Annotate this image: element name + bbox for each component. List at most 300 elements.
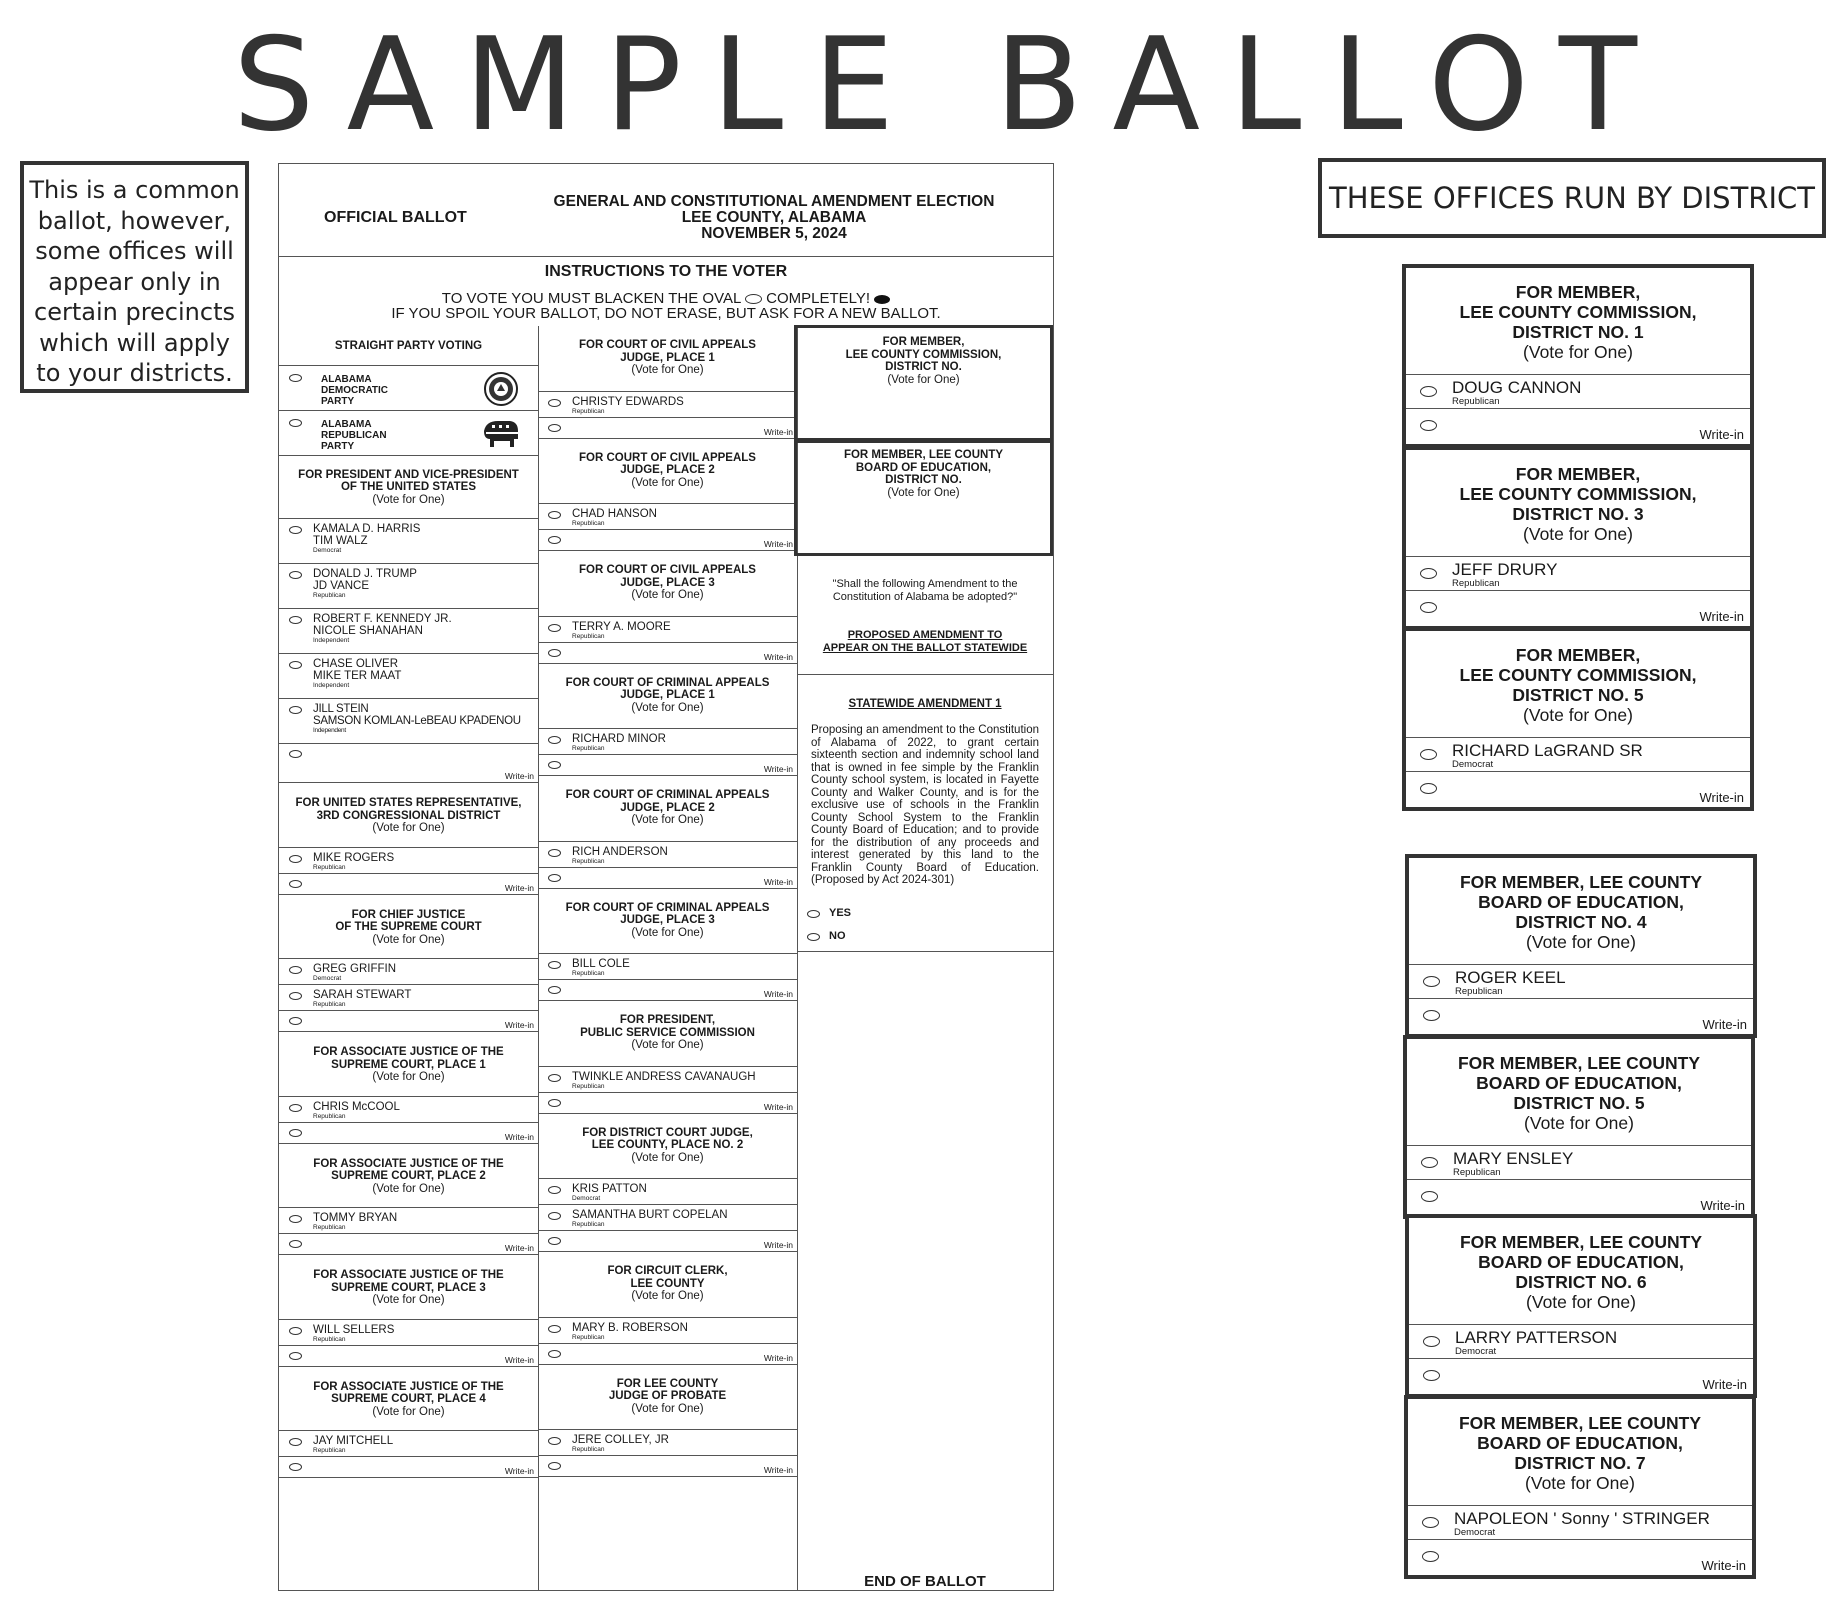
vote-oval[interactable] xyxy=(289,992,302,1000)
party-label: Republican xyxy=(572,520,605,527)
amendment-proposed xyxy=(811,629,1039,654)
vote-oval[interactable] xyxy=(548,1099,561,1107)
party-option-republican[interactable] xyxy=(279,410,538,455)
party-name xyxy=(321,419,387,452)
write-in-option[interactable] xyxy=(279,1122,538,1143)
contest-title xyxy=(279,456,538,519)
candidate-option[interactable] xyxy=(538,728,797,754)
candidate-option[interactable] xyxy=(538,391,797,417)
vote-oval[interactable] xyxy=(548,986,561,994)
district-contest-commission-5 xyxy=(1402,627,1754,811)
candidate-option[interactable] xyxy=(1406,556,1750,590)
contest-title xyxy=(279,1032,538,1096)
candidate-option[interactable] xyxy=(279,1096,538,1122)
write-in-option[interactable] xyxy=(1407,1179,1751,1214)
vote-oval[interactable] xyxy=(548,1462,561,1470)
instruction: COMPLETELY! xyxy=(766,290,871,307)
party-label: Republican xyxy=(1452,578,1500,589)
write-in-label: Write-in xyxy=(1700,1198,1745,1213)
party-label: Independent xyxy=(313,682,350,689)
contest-title-line: OF THE UNITED STATES xyxy=(340,481,477,493)
candidate-option[interactable] xyxy=(1409,964,1753,998)
amendment-divider xyxy=(797,674,1053,675)
contest-circuit-clerk xyxy=(538,1251,797,1317)
contest-title-line: FOR COURT OF CIVIL APPEALS xyxy=(579,339,756,351)
contest-board-of-education-district xyxy=(794,440,1053,556)
write-in-option[interactable] xyxy=(1409,998,1753,1033)
candidate-name: NICOLE SHANAHAN xyxy=(313,625,423,637)
vote-oval[interactable] xyxy=(289,1129,302,1137)
party-label: Democrat xyxy=(313,975,342,982)
candidate-option[interactable] xyxy=(279,698,538,743)
instructions-title: INSTRUCTIONS TO THE VOTER xyxy=(544,263,788,280)
contest-title-line: DISTRICT NO. xyxy=(885,474,962,486)
write-in-option[interactable] xyxy=(538,1092,797,1113)
contest-title-line: FOR COURT OF CRIMINAL APPEALS xyxy=(565,789,770,801)
vote-oval[interactable] xyxy=(289,750,302,758)
contest-title-line: FOR PRESIDENT, xyxy=(619,1014,716,1026)
vote-for-one: (Vote for One) xyxy=(1526,1292,1636,1312)
vote-oval[interactable] xyxy=(548,849,561,857)
write-in-option[interactable] xyxy=(279,1456,538,1478)
party-label: Republican xyxy=(313,1112,346,1120)
candidate-name: TOMMY BRYAN xyxy=(313,1212,398,1224)
candidate-name: WILL SELLERS xyxy=(313,1323,395,1336)
write-in-label: Write-in xyxy=(1699,427,1744,442)
write-in-label: Write-in xyxy=(504,1131,534,1142)
candidate-name: KRIS PATTON xyxy=(572,1183,647,1195)
contest-district-court-judge xyxy=(538,1113,797,1179)
candidate-name: RICH ANDERSON xyxy=(572,845,668,858)
candidate-option[interactable] xyxy=(1408,1505,1752,1539)
write-in-label: Write-in xyxy=(763,426,793,437)
vote-for-one: (Vote for One) xyxy=(1524,1113,1634,1133)
amendment-proposed-line: APPEAR ON THE BALLOT STATEWIDE xyxy=(822,641,1028,654)
contest-title-line: LEE COUNTY COMMISSION, xyxy=(1459,665,1697,685)
vote-for-one: (Vote for One) xyxy=(1526,932,1636,952)
party-label: Republican xyxy=(313,592,346,599)
vote-oval[interactable] xyxy=(289,374,302,382)
election-title xyxy=(524,194,1024,242)
contest-title-line: DISTRICT NO. 6 xyxy=(1515,1272,1647,1292)
vote-for-one: (Vote for One) xyxy=(631,589,704,601)
vote-oval[interactable] xyxy=(289,1104,302,1112)
vote-oval[interactable] xyxy=(1420,386,1437,397)
vote-oval[interactable] xyxy=(1423,1370,1440,1381)
contest-title-line: FOR ASSOCIATE JUSTICE OF THE xyxy=(313,1046,504,1058)
amendment-no-option[interactable] xyxy=(797,928,1053,951)
election-line: NOVEMBER 5, 2024 xyxy=(701,225,847,242)
vote-oval[interactable] xyxy=(289,855,302,863)
vote-oval[interactable] xyxy=(289,1017,302,1025)
write-in-label: Write-in xyxy=(763,989,793,999)
instructions-text xyxy=(279,291,1053,321)
ballot-column-1 xyxy=(279,326,539,1590)
vote-oval[interactable] xyxy=(289,419,302,427)
candidate-name: MARY B. ROBERSON xyxy=(572,1321,688,1334)
candidate-option[interactable] xyxy=(538,1066,797,1092)
official-ballot-label: OFFICIAL BALLOT xyxy=(324,209,467,226)
write-in-option[interactable] xyxy=(538,1455,797,1477)
voter-instructions xyxy=(279,256,1053,326)
write-in-option[interactable] xyxy=(279,1233,538,1254)
write-in-label: Write-in xyxy=(504,882,534,893)
write-in-label: Write-in xyxy=(1702,1377,1747,1392)
contest-chief-justice xyxy=(279,894,538,959)
candidate-option[interactable] xyxy=(279,518,538,563)
vote-oval[interactable] xyxy=(1420,602,1437,613)
vote-oval[interactable] xyxy=(548,1350,561,1358)
district-contest-title xyxy=(1406,268,1750,374)
yes-label: YES xyxy=(829,906,852,919)
district-contest-title xyxy=(1406,631,1750,737)
district-contest-title xyxy=(1406,450,1750,556)
contest-title-line: SUPREME COURT, PLACE 4 xyxy=(331,1393,486,1405)
party-label: Republican xyxy=(1452,396,1500,407)
contest-title-line: JUDGE, PLACE 1 xyxy=(620,689,715,701)
amendment-section xyxy=(797,556,1053,654)
contest-associate-justice-2 xyxy=(279,1143,538,1208)
party-label: Republican xyxy=(1455,986,1503,997)
contest-title xyxy=(279,1367,538,1431)
contest-title-line: FOR ASSOCIATE JUSTICE OF THE xyxy=(313,1380,504,1393)
party-label: Republican xyxy=(572,632,605,640)
vote-oval[interactable] xyxy=(548,961,561,969)
district-contest-commission-3 xyxy=(1402,446,1754,630)
party-name-line: DEMOCRATIC xyxy=(321,384,389,396)
candidate-option[interactable] xyxy=(279,984,538,1010)
party-name xyxy=(321,374,388,407)
vote-oval[interactable] xyxy=(548,1074,561,1082)
candidate-option[interactable] xyxy=(1407,1145,1751,1179)
write-in-option[interactable] xyxy=(1406,590,1750,625)
candidate-name: LARRY PATTERSON xyxy=(1455,1328,1618,1347)
candidate-name: SAMANTHA BURT COPELAN xyxy=(572,1209,728,1221)
vote-for-one: (Vote for One) xyxy=(631,476,704,489)
vote-oval[interactable] xyxy=(289,1215,302,1223)
contest-title xyxy=(538,551,797,616)
contest-associate-justice-3 xyxy=(279,1254,538,1319)
district-contest-education-7 xyxy=(1404,1395,1756,1579)
write-in-option[interactable] xyxy=(538,642,797,663)
contest-title xyxy=(279,783,538,847)
contest-title-line: DISTRICT NO. 1 xyxy=(1512,322,1644,342)
party-label: Republican xyxy=(313,1224,346,1231)
vote-for-one: (Vote for One) xyxy=(372,493,445,506)
write-in-option[interactable] xyxy=(1408,1539,1752,1574)
vote-oval[interactable] xyxy=(289,616,302,624)
contest-civil-appeals-1 xyxy=(538,326,797,391)
party-name-line: REPUBLICAN xyxy=(321,429,387,441)
party-label: Republican xyxy=(313,1335,346,1343)
vote-oval[interactable] xyxy=(548,536,561,544)
contest-title-line: BOARD OF EDUCATION, xyxy=(1478,1252,1684,1272)
contest-title xyxy=(797,328,1050,388)
vote-oval[interactable] xyxy=(1420,568,1437,579)
candidate-option[interactable] xyxy=(279,1430,538,1456)
vote-oval[interactable] xyxy=(548,424,561,432)
party-label: Republican xyxy=(313,1447,346,1454)
contest-title-line: FOR MEMBER, LEE COUNTY xyxy=(1457,1053,1701,1073)
ballot-header xyxy=(279,164,1053,257)
filled-oval-icon xyxy=(874,295,890,304)
write-in-option[interactable] xyxy=(1406,408,1750,443)
vote-oval[interactable] xyxy=(289,880,302,888)
vote-oval[interactable] xyxy=(1421,1191,1438,1202)
contest-title: STRAIGHT PARTY VOTING xyxy=(334,340,483,352)
contest-title-line: FOR PRESIDENT AND VICE-PRESIDENT xyxy=(298,468,519,481)
vote-oval[interactable] xyxy=(807,933,820,941)
vote-oval[interactable] xyxy=(289,1352,302,1360)
write-in-label: Write-in xyxy=(1699,790,1744,805)
contest-associate-justice-4 xyxy=(279,1366,538,1431)
candidate-option[interactable] xyxy=(1406,737,1750,771)
candidate-option[interactable] xyxy=(538,503,797,529)
amendment-question: "Shall the following Amendment to the Constitution of Alabama be adopted?" xyxy=(832,578,1018,603)
candidate-name: JILL STEIN xyxy=(313,703,369,715)
candidate-name: BILL COLE xyxy=(572,958,630,970)
vote-oval[interactable] xyxy=(548,874,561,882)
write-in-label: Write-in xyxy=(763,1352,793,1363)
party-label: Republican xyxy=(572,1333,605,1341)
candidate-name: KAMALA D. HARRIS xyxy=(313,523,421,535)
contest-title-line: SUPREME COURT, PLACE 2 xyxy=(331,1170,486,1182)
candidate-option[interactable] xyxy=(279,653,538,698)
vote-oval[interactable] xyxy=(289,526,302,534)
candidate-option[interactable] xyxy=(279,958,538,984)
candidate-name: NAPOLEON ' Sonny ' STRINGER xyxy=(1454,1509,1710,1528)
candidate-option[interactable] xyxy=(1409,1324,1753,1358)
write-in-label: Write-in xyxy=(504,1243,534,1253)
amendment-title: STATEWIDE AMENDMENT 1 xyxy=(848,698,1002,710)
vote-oval[interactable] xyxy=(548,1212,561,1220)
contest-title-line: FOR ASSOCIATE JUSTICE OF THE xyxy=(313,1157,504,1170)
vote-oval[interactable] xyxy=(1421,1157,1438,1168)
contest-title-line: FOR MEMBER, xyxy=(882,336,965,348)
vote-oval[interactable] xyxy=(1422,1517,1439,1528)
vote-oval[interactable] xyxy=(1423,976,1440,987)
vote-for-one: (Vote for One) xyxy=(631,364,704,376)
contest-title-line: BOARD OF EDUCATION, xyxy=(1476,1073,1682,1093)
vote-oval[interactable] xyxy=(1420,420,1437,431)
vote-oval[interactable] xyxy=(548,399,561,407)
candidate-option[interactable] xyxy=(279,1207,538,1233)
district-contest-education-4 xyxy=(1405,854,1757,1038)
vote-for-one: (Vote for One) xyxy=(372,1071,445,1083)
amendment-text: Proposing an amendment to the Constitution of Alabama of 2022, to grant certain sixteenth section and indemnity school land that is owned in fee simple by the Franklin County school system, is located in Fayette County and Walker County, and is for the exclusive use of schools in the Franklin County School System to the Franklin County Board of Education; and to provide for the distribution of any proceeds and interest generated by this land to the Franklin County Board of Education. (Proposed by Act 2024-301) xyxy=(811,724,1039,886)
contest-civil-appeals-2 xyxy=(538,438,797,504)
write-in-option[interactable] xyxy=(538,1230,797,1251)
party-label: Republican xyxy=(572,970,605,977)
vote-for-one: (Vote for One) xyxy=(631,814,704,826)
vote-oval[interactable] xyxy=(1423,1336,1440,1347)
vote-oval[interactable] xyxy=(548,736,561,744)
vote-for-one: (Vote for One) xyxy=(631,926,704,939)
contest-title-line: FOR MEMBER, LEE COUNTY xyxy=(843,449,1004,461)
vote-for-one: (Vote for One) xyxy=(372,1294,445,1306)
contest-title-line: FOR ASSOCIATE JUSTICE OF THE xyxy=(313,1269,504,1281)
party-name-line: ALABAMA xyxy=(321,373,372,385)
vote-oval[interactable] xyxy=(548,649,561,657)
vote-oval[interactable] xyxy=(548,624,561,632)
candidate-option[interactable] xyxy=(538,953,797,979)
vote-oval[interactable] xyxy=(1420,783,1437,794)
vote-oval[interactable] xyxy=(548,1237,561,1245)
vote-oval[interactable] xyxy=(289,706,302,714)
vote-oval[interactable] xyxy=(1423,1010,1440,1021)
vote-for-one: (Vote for One) xyxy=(887,373,960,386)
contest-title-line: DISTRICT NO. 7 xyxy=(1514,1453,1646,1473)
write-in-option[interactable] xyxy=(279,873,538,894)
party-label: Republican xyxy=(313,863,346,871)
write-in-option[interactable] xyxy=(538,867,797,888)
write-in-label: Write-in xyxy=(763,876,793,887)
contest-title xyxy=(538,1252,797,1317)
contest-title-line: LEE COUNTY COMMISSION, xyxy=(1459,302,1697,322)
candidate-option[interactable] xyxy=(538,1429,797,1455)
write-in-option[interactable] xyxy=(1406,771,1750,806)
write-in-label: Write-in xyxy=(1702,1017,1747,1032)
write-in-label: Write-in xyxy=(763,1101,793,1112)
contest-title-line: SUPREME COURT, PLACE 3 xyxy=(331,1281,486,1294)
vote-oval[interactable] xyxy=(548,1186,561,1194)
contest-title-line: FOR MEMBER, xyxy=(1515,282,1641,302)
candidate-option[interactable] xyxy=(279,563,538,608)
contest-title xyxy=(538,1114,797,1179)
write-in-option[interactable] xyxy=(279,1010,538,1031)
vote-oval[interactable] xyxy=(548,761,561,769)
party-label: Democrat xyxy=(313,547,342,554)
candidate-name: ROBERT F. KENNEDY JR. xyxy=(313,613,452,625)
party-option-democratic[interactable] xyxy=(279,365,538,410)
candidate-option[interactable] xyxy=(538,1317,797,1343)
district-contest-title xyxy=(1409,1218,1753,1324)
contest-civil-appeals-3 xyxy=(538,550,797,616)
party-label: Republican xyxy=(1453,1167,1501,1178)
candidate-option[interactable] xyxy=(538,616,797,642)
party-name-line: PARTY xyxy=(321,440,355,452)
candidate-name: CHRIS McCOOL xyxy=(313,1100,400,1113)
vote-for-one: (Vote for One) xyxy=(1523,342,1633,362)
contest-title-line: FOR MEMBER, LEE COUNTY xyxy=(1458,1413,1702,1433)
vote-oval[interactable] xyxy=(289,1463,302,1471)
write-in-option[interactable] xyxy=(538,979,797,1000)
party-name-line: PARTY xyxy=(321,395,355,407)
vote-oval[interactable] xyxy=(548,511,561,519)
contest-title xyxy=(538,326,797,391)
elephant-icon xyxy=(480,417,520,449)
district-header: THESE OFFICES RUN BY DISTRICT xyxy=(1318,158,1826,238)
vote-oval[interactable] xyxy=(289,1327,302,1335)
write-in-label: Write-in xyxy=(504,1466,534,1476)
candidate-option[interactable] xyxy=(279,847,538,873)
contest-title-line: LEE COUNTY COMMISSION, xyxy=(845,348,1002,361)
vote-oval[interactable] xyxy=(289,1240,302,1248)
contest-title xyxy=(538,439,797,504)
contest-title-line: JUDGE, PLACE 1 xyxy=(620,351,715,364)
candidate-option[interactable] xyxy=(279,608,538,653)
contest-title-line: FOR CIRCUIT CLERK, xyxy=(607,1265,728,1277)
vote-oval[interactable] xyxy=(289,1438,302,1446)
candidate-name: RICHARD MINOR xyxy=(572,733,666,745)
instruction: IF YOU SPOIL YOUR BALLOT, DO NOT ERASE, BUT ASK FOR A NEW BALLOT. xyxy=(391,305,941,322)
write-in-option[interactable] xyxy=(279,1345,538,1366)
candidate-name: DOUG CANNON xyxy=(1452,378,1582,397)
contest-title-line: LEE COUNTY COMMISSION, xyxy=(1459,484,1697,504)
candidate-option[interactable] xyxy=(538,1178,797,1204)
contest-title-line: FOR MEMBER, LEE COUNTY xyxy=(1459,872,1703,892)
write-in-option[interactable] xyxy=(538,1343,797,1364)
candidate-name: RICHARD LaGRAND SR xyxy=(1452,741,1643,760)
election-line: LEE COUNTY, ALABAMA xyxy=(681,209,867,226)
vote-oval[interactable] xyxy=(548,1437,561,1445)
candidate-name: CHASE OLIVER xyxy=(313,658,398,670)
candidate-name: CHRISTY EDWARDS xyxy=(572,395,684,408)
write-in-label: Write-in xyxy=(504,771,534,781)
write-in-option[interactable] xyxy=(279,743,538,782)
vote-oval[interactable] xyxy=(807,910,820,918)
write-in-label: Write-in xyxy=(1701,1558,1746,1573)
vote-oval[interactable] xyxy=(1420,749,1437,760)
vote-for-one: (Vote for One) xyxy=(372,1405,445,1418)
ballot-column-3 xyxy=(797,326,1053,1590)
candidate-option[interactable] xyxy=(1406,374,1750,408)
vote-for-one: (Vote for One) xyxy=(372,822,445,834)
candidate-option[interactable] xyxy=(538,1204,797,1230)
contest-title-line: LEE COUNTY xyxy=(630,1277,705,1290)
contest-title-line: DISTRICT NO. 5 xyxy=(1513,1093,1645,1113)
contest-title-line: DISTRICT NO. 5 xyxy=(1512,685,1644,705)
democratic-seal-icon xyxy=(482,372,520,406)
contest-title-line: JUDGE, PLACE 2 xyxy=(620,464,715,476)
candidate-option[interactable] xyxy=(538,841,797,867)
election-line: GENERAL AND CONSTITUTIONAL AMENDMENT ELECTION xyxy=(553,193,995,210)
contest-title xyxy=(797,443,1050,501)
party-label: Republican xyxy=(313,1001,346,1008)
vote-for-one: (Vote for One) xyxy=(1525,1473,1635,1493)
vote-oval[interactable] xyxy=(289,661,302,669)
contest-president xyxy=(279,455,538,519)
contest-title-line: FOR CHIEF JUSTICE xyxy=(351,908,466,921)
contest-title-line: BOARD OF EDUCATION, xyxy=(855,461,992,474)
vote-oval[interactable] xyxy=(289,966,302,974)
candidate-name: TIM WALZ xyxy=(313,535,368,547)
party-label: Republican xyxy=(572,1446,605,1453)
candidate-option[interactable] xyxy=(279,1319,538,1345)
party-label: Republican xyxy=(572,1221,605,1228)
write-in-option[interactable] xyxy=(1409,1358,1753,1393)
contest-title-line: FOR MEMBER, LEE COUNTY xyxy=(1459,1232,1703,1252)
write-in-option[interactable] xyxy=(538,417,797,438)
candidate-name: JD VANCE xyxy=(313,580,370,592)
contest-title-line: SUPREME COURT, PLACE 1 xyxy=(331,1058,486,1071)
no-label: NO xyxy=(829,929,846,942)
vote-oval[interactable] xyxy=(548,1325,561,1333)
contest-title-line: DISTRICT NO. 4 xyxy=(1515,912,1647,932)
vote-oval[interactable] xyxy=(1422,1551,1439,1562)
amendment-yes-option[interactable] xyxy=(797,905,1053,928)
candidate-name: TERRY A. MOORE xyxy=(572,620,671,633)
contest-criminal-appeals-3 xyxy=(538,888,797,954)
amendment-divider xyxy=(797,951,1053,952)
party-name-line: ALABAMA xyxy=(321,418,372,430)
write-in-label: Write-in xyxy=(504,1354,534,1365)
contest-title-line: FOR UNITED STATES REPRESENTATIVE, xyxy=(295,797,522,809)
district-contest-title xyxy=(1409,858,1753,964)
write-in-option[interactable] xyxy=(538,529,797,550)
write-in-option[interactable] xyxy=(538,754,797,775)
vote-oval[interactable] xyxy=(289,571,302,579)
